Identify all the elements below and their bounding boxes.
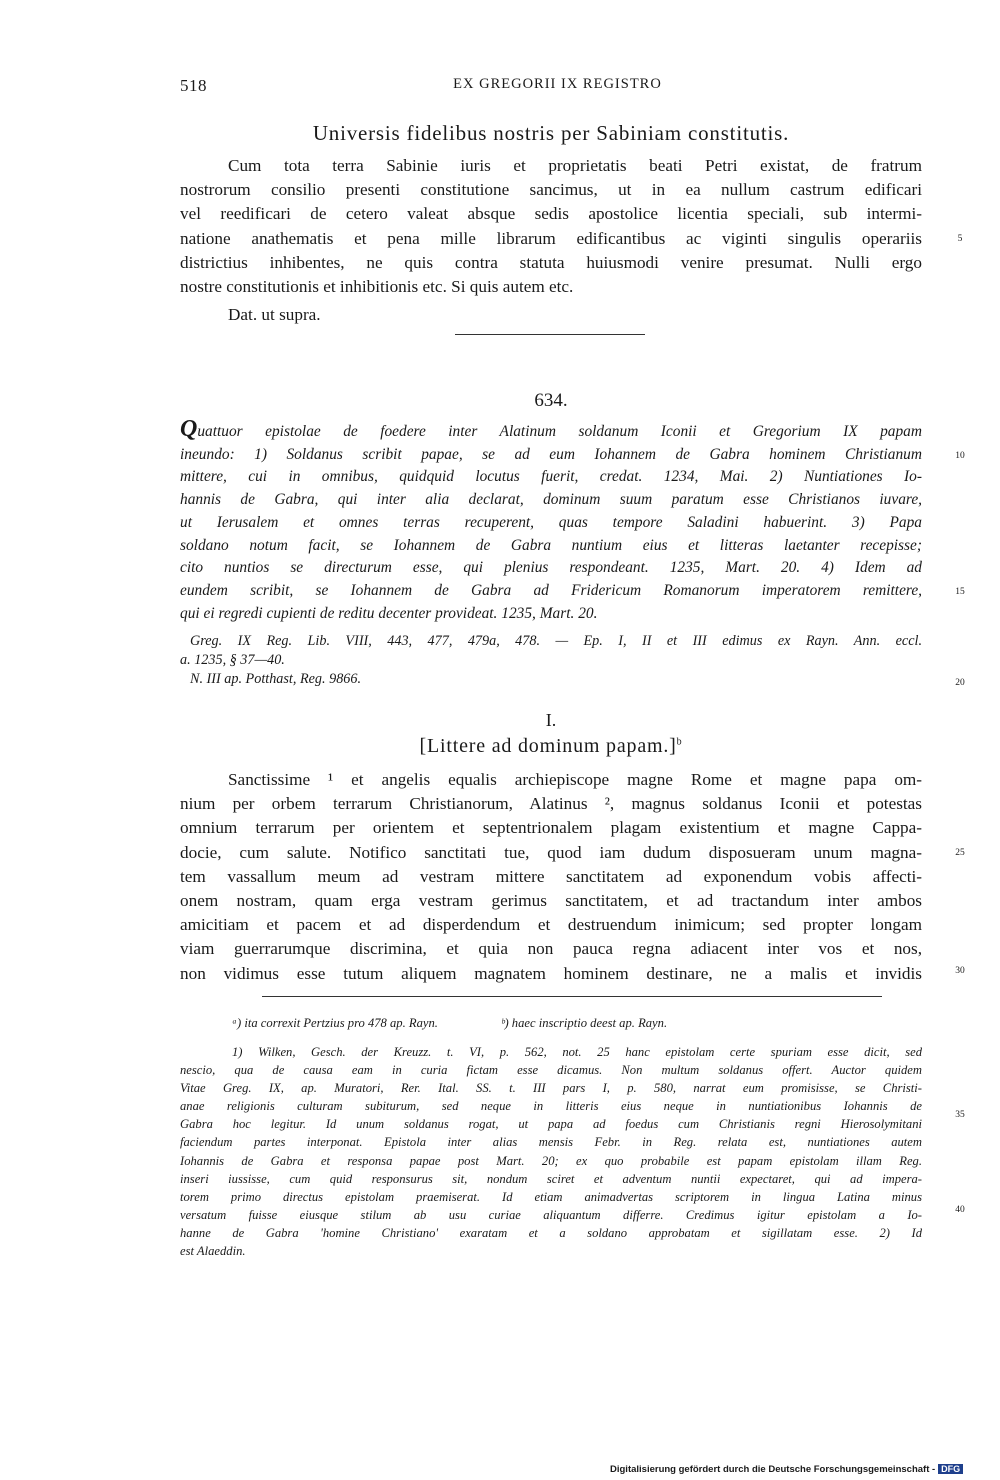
footnote-line: Gabra hoc legitur. Id unum soldanus rogat, ut papa ad foedus cum Christianis regni Hierosolymitani: [180, 1117, 922, 1132]
line-number: 25: [955, 848, 965, 858]
text-line: Sanctissime ¹ et angelis equalis archiepiscope magne Rome et magne papa om-: [228, 770, 922, 789]
text-line: viam guerrarumque discrimina, et quia non pauca regna adiacent inter vos et nos,: [180, 939, 922, 959]
text-line: eundem scribit, se Iohannem de Gabra ad Fridericum Romanorum imperatorem remittere,: [180, 581, 922, 599]
text-line: ineundo: 1) Soldanus scribit papae, se ad eum Iohannem de Gabra hominem Christianum: [180, 445, 922, 463]
footnote-line: 1) Wilken, Gesch. der Kreuzz. t. VI, p. 562, not. 25 hanc epistolam certe spuriam esse dicit, sed: [232, 1045, 922, 1059]
letter-body: [180, 768, 922, 986]
footnote-line: hanne de Gabra 'homine Christiano' exaratam et a soldano approbatam et sigillatam esse. 2) Id: [180, 1225, 922, 1240]
source-line: Greg. IX Reg. Lib. VIII, 443, 477, 479a, 478. — Ep. I, II et III edimus ex Rayn. Ann. eccl.: [190, 633, 922, 649]
footnote-divider: [262, 996, 882, 997]
source-line: a. 1235, § 37—40.: [180, 652, 285, 669]
text-line: ut Ierusalem et omnes terras recuperent, quas tempore Saladini habuerint. 3) Papa: [180, 513, 922, 531]
text-line: Quattuor epistolae de foedere inter Alatinum soldanum Iconii et Gregorium IX papam: [180, 420, 922, 444]
apparatus-note-a: ᵃ) ita correxit Pertzius pro 478 ap. Rayn.: [232, 1016, 438, 1030]
text-line: onem nostram, quam erga vestram gerimus sanctitatem, et ad tractandum inter ambos: [180, 891, 922, 911]
footnote-line: faciendum partes interponat. Epistola inter alias mensis Febr. in Reg. relata est, nuntiationes autem: [180, 1135, 922, 1150]
line-number: 30: [955, 966, 965, 976]
text-line: amicitiam et pacem et ad disperdendum et destruendum inimicum; sed propter longam: [180, 915, 922, 935]
text-line: districtius inhibentes, ne quis contra statuta huiusmodi venire presumat. Nulli ergo: [180, 252, 922, 272]
line-number: 5: [957, 234, 963, 244]
text-line: non vidimus esse tutum aliquem magnatem hominem destinare, ne a malis et invidis: [180, 963, 922, 983]
line-number: 40: [955, 1205, 965, 1215]
section-body: [180, 154, 922, 327]
page-number: 518: [180, 76, 207, 95]
document-number: 634.: [534, 390, 568, 411]
text-line: nostrorum consilio presenti constitutione sancimus, ut in ea nullum castrum edificari: [180, 180, 922, 200]
page-header: [180, 76, 935, 102]
text-line: nostre constitutionis et inhibitionis etc. Si quis autem etc.: [180, 277, 574, 297]
footnote-line: nescio, qua de causa eam in curia fictam esse dicamus. Non multum soldanus offert. Auctor quidem: [180, 1063, 922, 1078]
text-line: mittere, cui in omnibus, quidquid locutus fuerit, credat. 1234, Mai. 2) Nuntiationes Io-: [180, 468, 922, 486]
text-line: soldano notum facit, se Iohannem de Gabra nuntium eius et litteras laetanter recepisse;: [180, 536, 922, 554]
footnote-line: anae religionis culturam subiturum, sed neque in litteris eius neque in nuntiationibus Iohannis de: [180, 1099, 922, 1114]
running-title: EX GREGORII IX REGISTRO: [453, 76, 662, 92]
line-number: 15: [955, 587, 965, 597]
text-line: Cum tota terra Sabinie iuris et proprietatis beati Petri existat, de fratrum: [228, 156, 922, 175]
text-line: qui ei regredi cupienti de reditu decenter provideat. 1235, Mart. 20.: [180, 604, 598, 622]
dfg-logo: DFG: [938, 1464, 963, 1474]
source-notes: [180, 632, 922, 690]
line-number: 10: [955, 451, 965, 461]
text-line: cito nuntios se directurum esse, qui plenius respondeant. 1235, Mart. 20. 4) Idem ad: [180, 559, 922, 577]
text-line: natione anathematis et pena mille librarum edificantibus ac viginti singulis operariis: [180, 228, 922, 248]
source-line: N. III ap. Potthast, Reg. 9866.: [190, 671, 362, 688]
text-line: nium per orbem terrarum Christianorum, Alatinus ², magnus soldanus Iconii et potestas: [180, 794, 922, 814]
text-line: vel reedificari de cetero valeat absque sedis apostolice licentia speciali, sub intermi-: [180, 204, 922, 224]
text-line: hannis de Gabra, qui inter alia declarat, dominum suum paratum esse Christianos iuvare,: [180, 491, 922, 509]
apparatus-note-b: ᵇ) haec inscriptio deest ap. Rayn.: [501, 1016, 668, 1030]
text-line: docie, cum salute. Notifico sanctitati tue, quod iam dudum disposueram unum magna-: [180, 842, 922, 862]
footnotes: [180, 1043, 922, 1260]
text-line: tem vassallum meum ad vestram mittere sanctitatem ad exponendum vobis affecti-: [180, 866, 922, 886]
regest-block: [180, 420, 922, 625]
line-number: 20: [955, 678, 965, 688]
drop-cap: Q: [180, 420, 198, 442]
footnote-line: Vitae Greg. IX, ap. Muratori, Rer. Ital. SS. t. III pars I, p. 580, narrat eum promisisse, se Christi-: [180, 1081, 922, 1096]
letter-title: [Littere ad dominum papam.]$^b$: [419, 735, 683, 757]
footnote-line: Iohannis de Gabra et responsa papae post Mart. 20; ex quo probabile est papam epistolam illam Reg.: [180, 1153, 922, 1168]
footnote-line: est Alaeddin.: [180, 1244, 246, 1259]
dating-clause: Dat. ut supra.: [228, 305, 321, 325]
footnote-line: versatum fuisse eiusque stilum ab usu curiae aliquantum differre. Credimus igitur epistolam a Io-: [180, 1207, 922, 1222]
line-number: 35: [955, 1110, 965, 1120]
section-title: Universis fidelibus nostris per Sabiniam constitutis.: [312, 121, 790, 145]
footnote-line: torem primo directus epistolam praemiserat. Id etiam animadvertas scriptorem in lingua Latina minus: [180, 1189, 922, 1204]
letter-number: I.: [545, 710, 557, 730]
text-line: omnium terrarum per orientem et septentrionalem plagam existentium et magne Cappa-: [180, 818, 922, 838]
section-divider: [455, 334, 645, 335]
dfg-funding-note: Digitalisierung gefördert durch die Deutsche Forschungsgemeinschaft - DFG: [610, 1464, 963, 1475]
apparatus-mark: b: [676, 736, 683, 748]
apparatus-notes: [180, 1014, 922, 1032]
footnote-line: inseri iussisse, cum quid responsurus sit, nondum sciret et adventum nuntii expectaret, qui ad impera-: [180, 1171, 922, 1186]
